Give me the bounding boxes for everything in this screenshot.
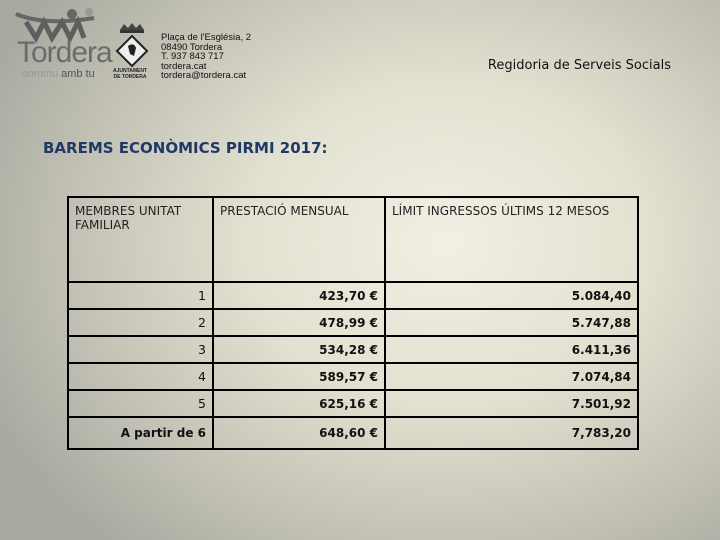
town-crest-icon (112, 22, 152, 67)
department-name: Regidoria de Serveis Socials (487, 58, 671, 73)
table-header-row (68, 197, 638, 282)
logo-slogan: sommu amb tu (22, 68, 95, 80)
table-row: 1 423,70 € 5.084,40 (68, 282, 638, 309)
address-block (161, 33, 251, 81)
address-line: 08490 Tordera (161, 41, 223, 53)
header-monthly-benefit: PRESTACIÓ MENSUAL (213, 197, 385, 282)
header-members: MEMBRES UNITAT FAMILIAR (68, 197, 213, 282)
table-row: 2 478,99 € 5.747,88 (68, 309, 638, 336)
logo-name: Tordera (17, 36, 112, 69)
table-row: 5 625,16 € 7.501,92 (68, 390, 638, 417)
website: tordera.cat (161, 60, 207, 72)
address-line: Plaça de l'Església, 2 (161, 32, 252, 43)
header-income-limit: LÍMIT INGRESSOS ÚLTIMS 12 MESOS (385, 197, 638, 282)
table-row: 4 589,57 € 7.074,84 (68, 363, 638, 390)
crest-label: AJUNTAMENT DE TORDERA (112, 68, 148, 80)
table-row: 3 534,28 € 6.411,36 (68, 336, 638, 363)
email: tordera@tordera.cat (161, 70, 247, 82)
barems-table (67, 196, 639, 450)
table-row: A partir de 6 648,60 € 7,783,20 (68, 417, 638, 449)
page-title: BAREMS ECONÒMICS PIRMI 2017: (43, 139, 328, 157)
phone: T. 937 843 717 (161, 51, 224, 63)
